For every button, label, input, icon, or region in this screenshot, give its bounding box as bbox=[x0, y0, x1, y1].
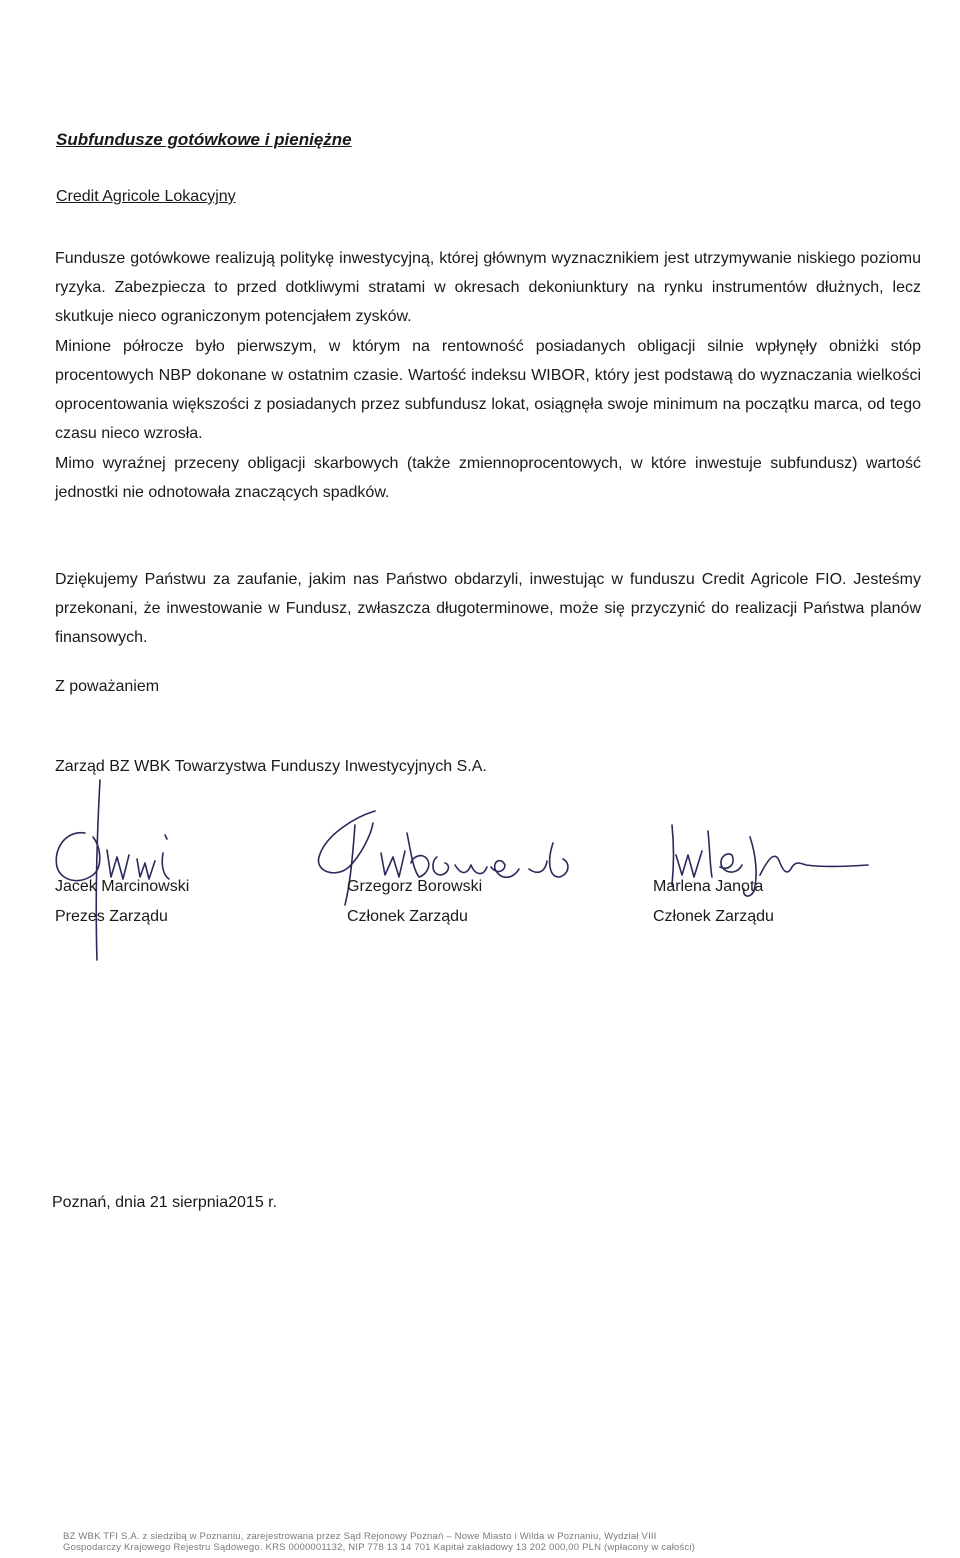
paragraph-risk-policy: Fundusze gotówkowe realizują politykę inwestycyjną, której głównym wyznacznikiem jest utrzymywanie niskiego poziomu ryzyka. Zabezpiecza to przed dotkliwymi stratami w okresach dekoniunktury na rynku instrumentów dłużnych, lecz skutkuje nieco ograniczonym potencjałem zysków. bbox=[55, 250, 921, 325]
section-title: Subfundusze gotówkowe i pieniężne bbox=[56, 130, 352, 149]
signer-name: Jacek Marcinowski bbox=[55, 878, 190, 895]
company-footer bbox=[63, 1531, 695, 1553]
signer-board-member-2 bbox=[653, 872, 774, 932]
board-name: Zarząd BZ WBK Towarzystwa Funduszy Inwestycyjnych S.A. bbox=[55, 758, 487, 775]
signature-jacek-marcinowski bbox=[45, 775, 195, 965]
paragraph-half-year-review: Minione półrocze było pierwszym, w którym na rentowność posiadanych obligacji silnie wpłynęły obniżki stóp procentowych NBP dokonane w ostatnim czasie. Wartość indeksu WIBOR, który jest podstawą do wyznaczania wielkości oprocentowania większości z posiadanych przez subfundusz lokat, osiągnęła swoje minimum na początku marca, od tego czasu nieco wzrosła. bbox=[55, 338, 921, 442]
footer-line: Gospodarczy Krajowego Rejestru Sądowego. KRS 0000001132, NIP 778 13 14 701 Kapitał zakładowy 13 202 000,00 PLN (wpłacony w całości) bbox=[63, 1542, 696, 1553]
signer-role: Członek Zarządu bbox=[653, 908, 774, 925]
signer-name: Grzegorz Borowski bbox=[347, 878, 483, 895]
closing-salutation: Z poważaniem bbox=[55, 678, 160, 695]
signer-role: Członek Zarządu bbox=[347, 908, 468, 925]
footer-line: BZ WBK TFI S.A. z siedzibą w Poznaniu, zarejestrowana przez Sąd Rejonowy Poznań – Nowe Miasto i Wilda w Poznaniu, Wydział VIII bbox=[63, 1531, 657, 1542]
paragraph-unit-value: Mimo wyraźnej przeceny obligacji skarbowych (także zmiennoprocentowych, w które inwestuje subfundusz) wartość jednostki nie odnotowała znaczących spadków. bbox=[55, 455, 921, 501]
signer-name: Marlena Janota bbox=[653, 878, 764, 895]
place-and-date: Poznań, dnia 21 sierpnia2015 r. bbox=[52, 1194, 278, 1211]
fund-name: Credit Agricole Lokacyjny bbox=[56, 188, 236, 205]
signer-role: Prezes Zarządu bbox=[55, 908, 168, 925]
signer-president bbox=[55, 872, 189, 932]
signer-board-member-1 bbox=[347, 872, 482, 932]
paragraph-thanks: Dziękujemy Państwu za zaufanie, jakim nas Państwo obdarzyli, inwestując w funduszu Credit Agricole FIO. Jesteśmy przekonani, że inwestowanie w Fundusz, zwłaszcza długoterminowe, może się przyczynić do realizacji Państwa planów finansowych. bbox=[55, 571, 921, 646]
